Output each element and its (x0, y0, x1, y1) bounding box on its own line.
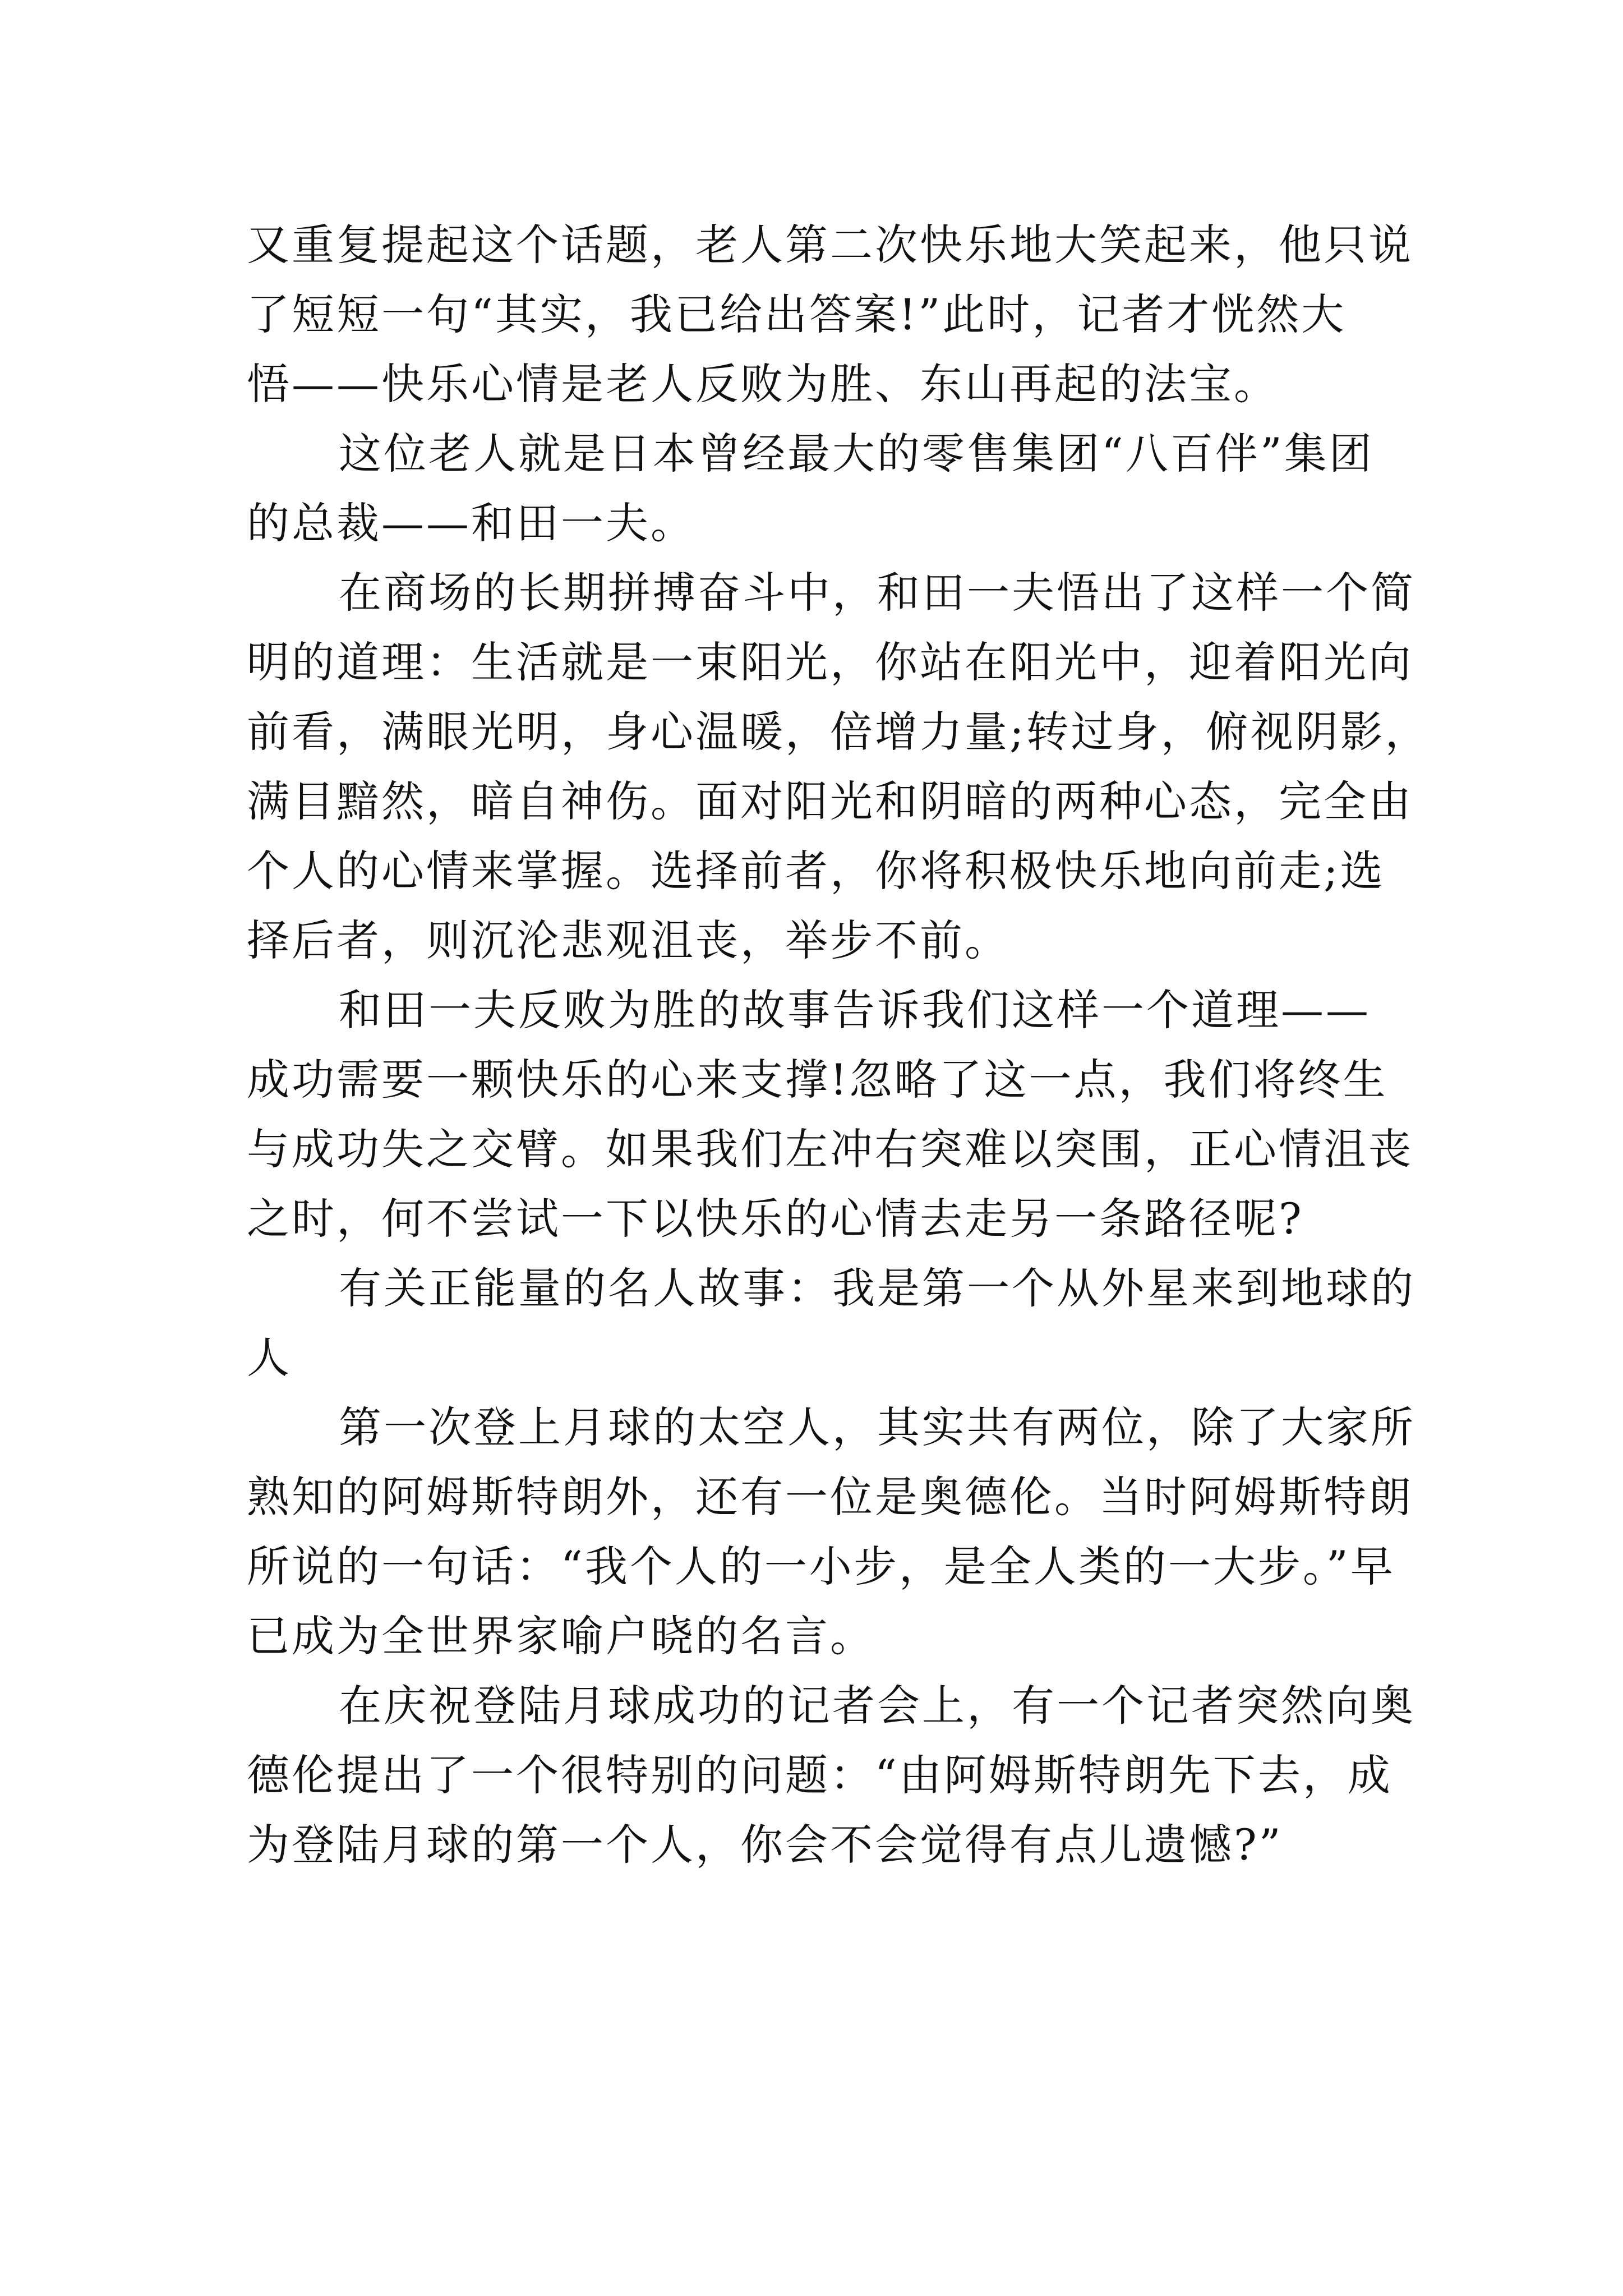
text-line: 所说的一句话：“我个人的一小步，是全人类的一大步。”早 (247, 1542, 1395, 1591)
text-line: 与成功失之交臂。如果我们左冲右突难以突围，正心情沮丧 (247, 1124, 1413, 1174)
text-line: 第一次登上月球的太空人，其实共有两位，除了大家所 (339, 1402, 1415, 1452)
text-line: 熟知的阿姆斯特朗外，还有一位是奥德伦。当时阿姆斯特朗 (247, 1472, 1413, 1522)
paragraph (247, 1393, 1415, 1671)
text-line: 为登陆月球的第一个人，你会不会觉得有点儿遗憾?” (247, 1820, 1283, 1870)
text-line: 了短短一句“其实，我已给出答案!”此时，记者才恍然大 (247, 289, 1347, 339)
text-line: 又重复提起这个话题，老人第二次快乐地大笑起来，他只说 (247, 220, 1413, 270)
text-line: 成功需要一颗快乐的心来支撑!忽略了这一点，我们将终生 (247, 1055, 1388, 1105)
text-line: 明的道理：生活就是一束阳光，你站在阳光中，迎着阳光向 (247, 637, 1413, 687)
text-line: 在庆祝登陆月球成功的记者会上，有一个记者突然向奥 (339, 1681, 1415, 1731)
text-line: 个人的心情来掌握。选择前者，你将积极快乐地向前走;选 (247, 846, 1385, 896)
text-line: 德伦提出了一个很特别的问题：“由阿姆斯特朗先下去，成 (247, 1750, 1393, 1800)
paragraph (247, 976, 1413, 1254)
text-line: 满目黯然，暗自神伤。面对阳光和阴暗的两种心态，完全由 (247, 776, 1413, 826)
text-line: 择后者，则沉沦悲观沮丧，举步不前。 (247, 915, 1009, 965)
text-line: 这位老人就是日本曾经最大的零售集团“八百伴”集团 (339, 429, 1374, 478)
text-line: 悟——快乐心情是老人反败为胜、东山再起的法宝。 (247, 359, 1279, 409)
paragraph (247, 419, 1391, 558)
text-line: 前看，满眼光明，身心温暖，倍增力量;转过身，俯视阴影， (247, 707, 1430, 757)
text-line: 有关正能量的名人故事：我是第一个从外星来到地球的 (339, 1263, 1415, 1313)
text-line: 之时，何不尝试一下以快乐的心情去走另一条路径呢? (247, 1194, 1304, 1244)
document-body (247, 210, 1430, 1880)
text-line: 在商场的长期拼搏奋斗中，和田一夫悟出了这样一个简 (339, 568, 1415, 618)
text-line: 的总裁——和田一夫。 (247, 498, 695, 548)
paragraph (247, 1671, 1415, 1880)
text-line: 和田一夫反败为胜的故事告诉我们这样一个道理—— (339, 985, 1371, 1035)
paragraph (247, 558, 1430, 976)
paragraph (247, 210, 1413, 419)
text-line: 人 (247, 1333, 292, 1383)
paragraph (247, 1254, 1415, 1393)
text-line: 已成为全世界家喻户晓的名言。 (247, 1611, 875, 1661)
